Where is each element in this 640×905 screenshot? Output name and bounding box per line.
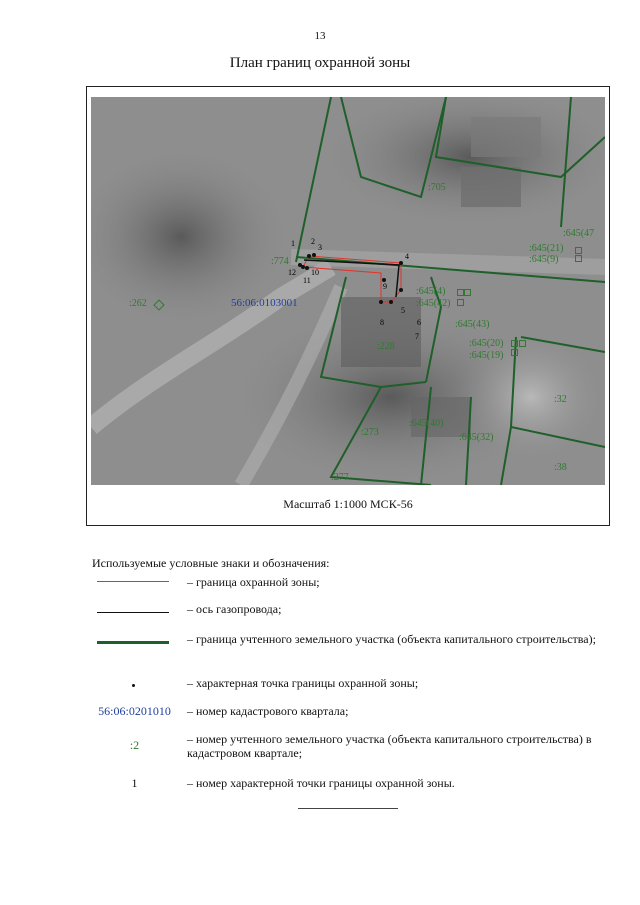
cadastral-quarter-label: 56:06:0103001 — [231, 297, 298, 309]
dot-icon — [132, 684, 135, 687]
parcel-label: :262 — [129, 298, 147, 309]
legend-heading: Используемые условные знаки и обозначения: — [92, 556, 330, 570]
point-label: 8 — [380, 318, 384, 327]
legend-symbol — [92, 732, 182, 768]
parcel-marker-icon — [464, 289, 471, 296]
red-line-icon — [97, 581, 169, 582]
parcel-label: :645(19) — [469, 350, 504, 361]
parcel-label: :645(21) — [529, 243, 564, 254]
parcel-label: :705 — [428, 182, 446, 193]
legend-text: – ось газопровода; — [187, 602, 282, 616]
page-title: План границ охранной зоны — [229, 55, 411, 71]
parcel-marker-icon — [457, 299, 464, 306]
roof-2 — [471, 117, 541, 157]
legend-text: – характерная точка границы охранной зоны; — [187, 676, 419, 690]
legend-text: – номер кадастрового квартала; — [187, 704, 349, 718]
roof-1 — [461, 167, 521, 207]
legend-symbol — [92, 704, 182, 734]
legend-symbol — [92, 776, 182, 806]
parcel-label: :228 — [377, 341, 395, 352]
point-label: 1 — [291, 239, 295, 248]
point-label: 11 — [303, 276, 311, 285]
legend-symbol — [92, 632, 182, 662]
point-label: 7 — [415, 332, 419, 341]
page-number: 13 — [314, 30, 326, 42]
aerial-map — [91, 97, 605, 485]
point-label: 4 — [405, 252, 409, 261]
parcel-label: :277 — [331, 472, 349, 483]
parcel-label: :645(4) — [416, 286, 446, 297]
legend-text: – граница охранной зоны; — [187, 575, 320, 589]
parcel-marker-icon — [519, 340, 526, 347]
point-label: 12 — [288, 268, 296, 277]
parcel-marker-icon — [511, 340, 518, 347]
legend-symbol — [92, 602, 182, 632]
green-line-icon — [97, 641, 169, 644]
end-divider — [298, 808, 398, 809]
point-label: 5 — [401, 306, 405, 315]
parcel-label: :273 — [361, 427, 379, 438]
parcel-label: :32 — [554, 394, 567, 405]
legend-item — [92, 632, 612, 662]
parcel-label: :645(32) — [459, 432, 494, 443]
map-frame — [86, 86, 610, 526]
point-label: 10 — [311, 268, 319, 277]
quarter-number-sample: 56:06:0201010 — [98, 704, 171, 718]
legend-item — [92, 704, 612, 734]
legend-item — [92, 575, 612, 605]
legend-item — [92, 602, 612, 632]
parcel-marker-icon — [457, 289, 464, 296]
point-label: 9 — [383, 282, 387, 291]
parcel-label: :645(42) — [416, 298, 451, 309]
map-graphics — [91, 97, 605, 485]
black-line-icon — [97, 612, 169, 613]
legend-item — [92, 676, 612, 706]
parcel-label: :645(43) — [455, 319, 490, 330]
parcel-label: :645(20) — [469, 338, 504, 349]
parcel-label: :645(47 — [563, 228, 595, 239]
point-label: 6 — [417, 318, 421, 327]
legend-symbol — [92, 676, 182, 706]
parcel-label: :645(9) — [529, 254, 559, 265]
roof-4 — [411, 397, 471, 437]
parcel-label: :774 — [271, 256, 289, 267]
parcel-label: :38 — [554, 462, 567, 473]
parcel-marker-icon — [511, 349, 518, 356]
legend-item — [92, 732, 612, 768]
parcel-marker-icon — [575, 247, 582, 254]
parcel-label: :645(40) — [409, 418, 444, 429]
legend-text: – граница учтенного земельного участка (объекта капитального строительства); — [187, 632, 596, 646]
point-label: 3 — [318, 243, 322, 252]
legend-text: – номер учтенного земельного участка (объекта капитального строительства) в кадастровом квартале; — [187, 732, 592, 760]
legend-symbol — [92, 575, 182, 605]
parcel-marker-icon — [575, 255, 582, 262]
legend-text: – номер характерной точки границы охранной зоны. — [187, 776, 455, 790]
point-label: 2 — [311, 237, 315, 246]
point-number-sample: 1 — [131, 776, 138, 790]
parcel-number-sample: :2 — [129, 738, 140, 752]
roof-3 — [341, 297, 421, 367]
legend-item — [92, 776, 612, 806]
scale-caption: Масштаб 1:1000 МСК-56 — [283, 497, 413, 511]
